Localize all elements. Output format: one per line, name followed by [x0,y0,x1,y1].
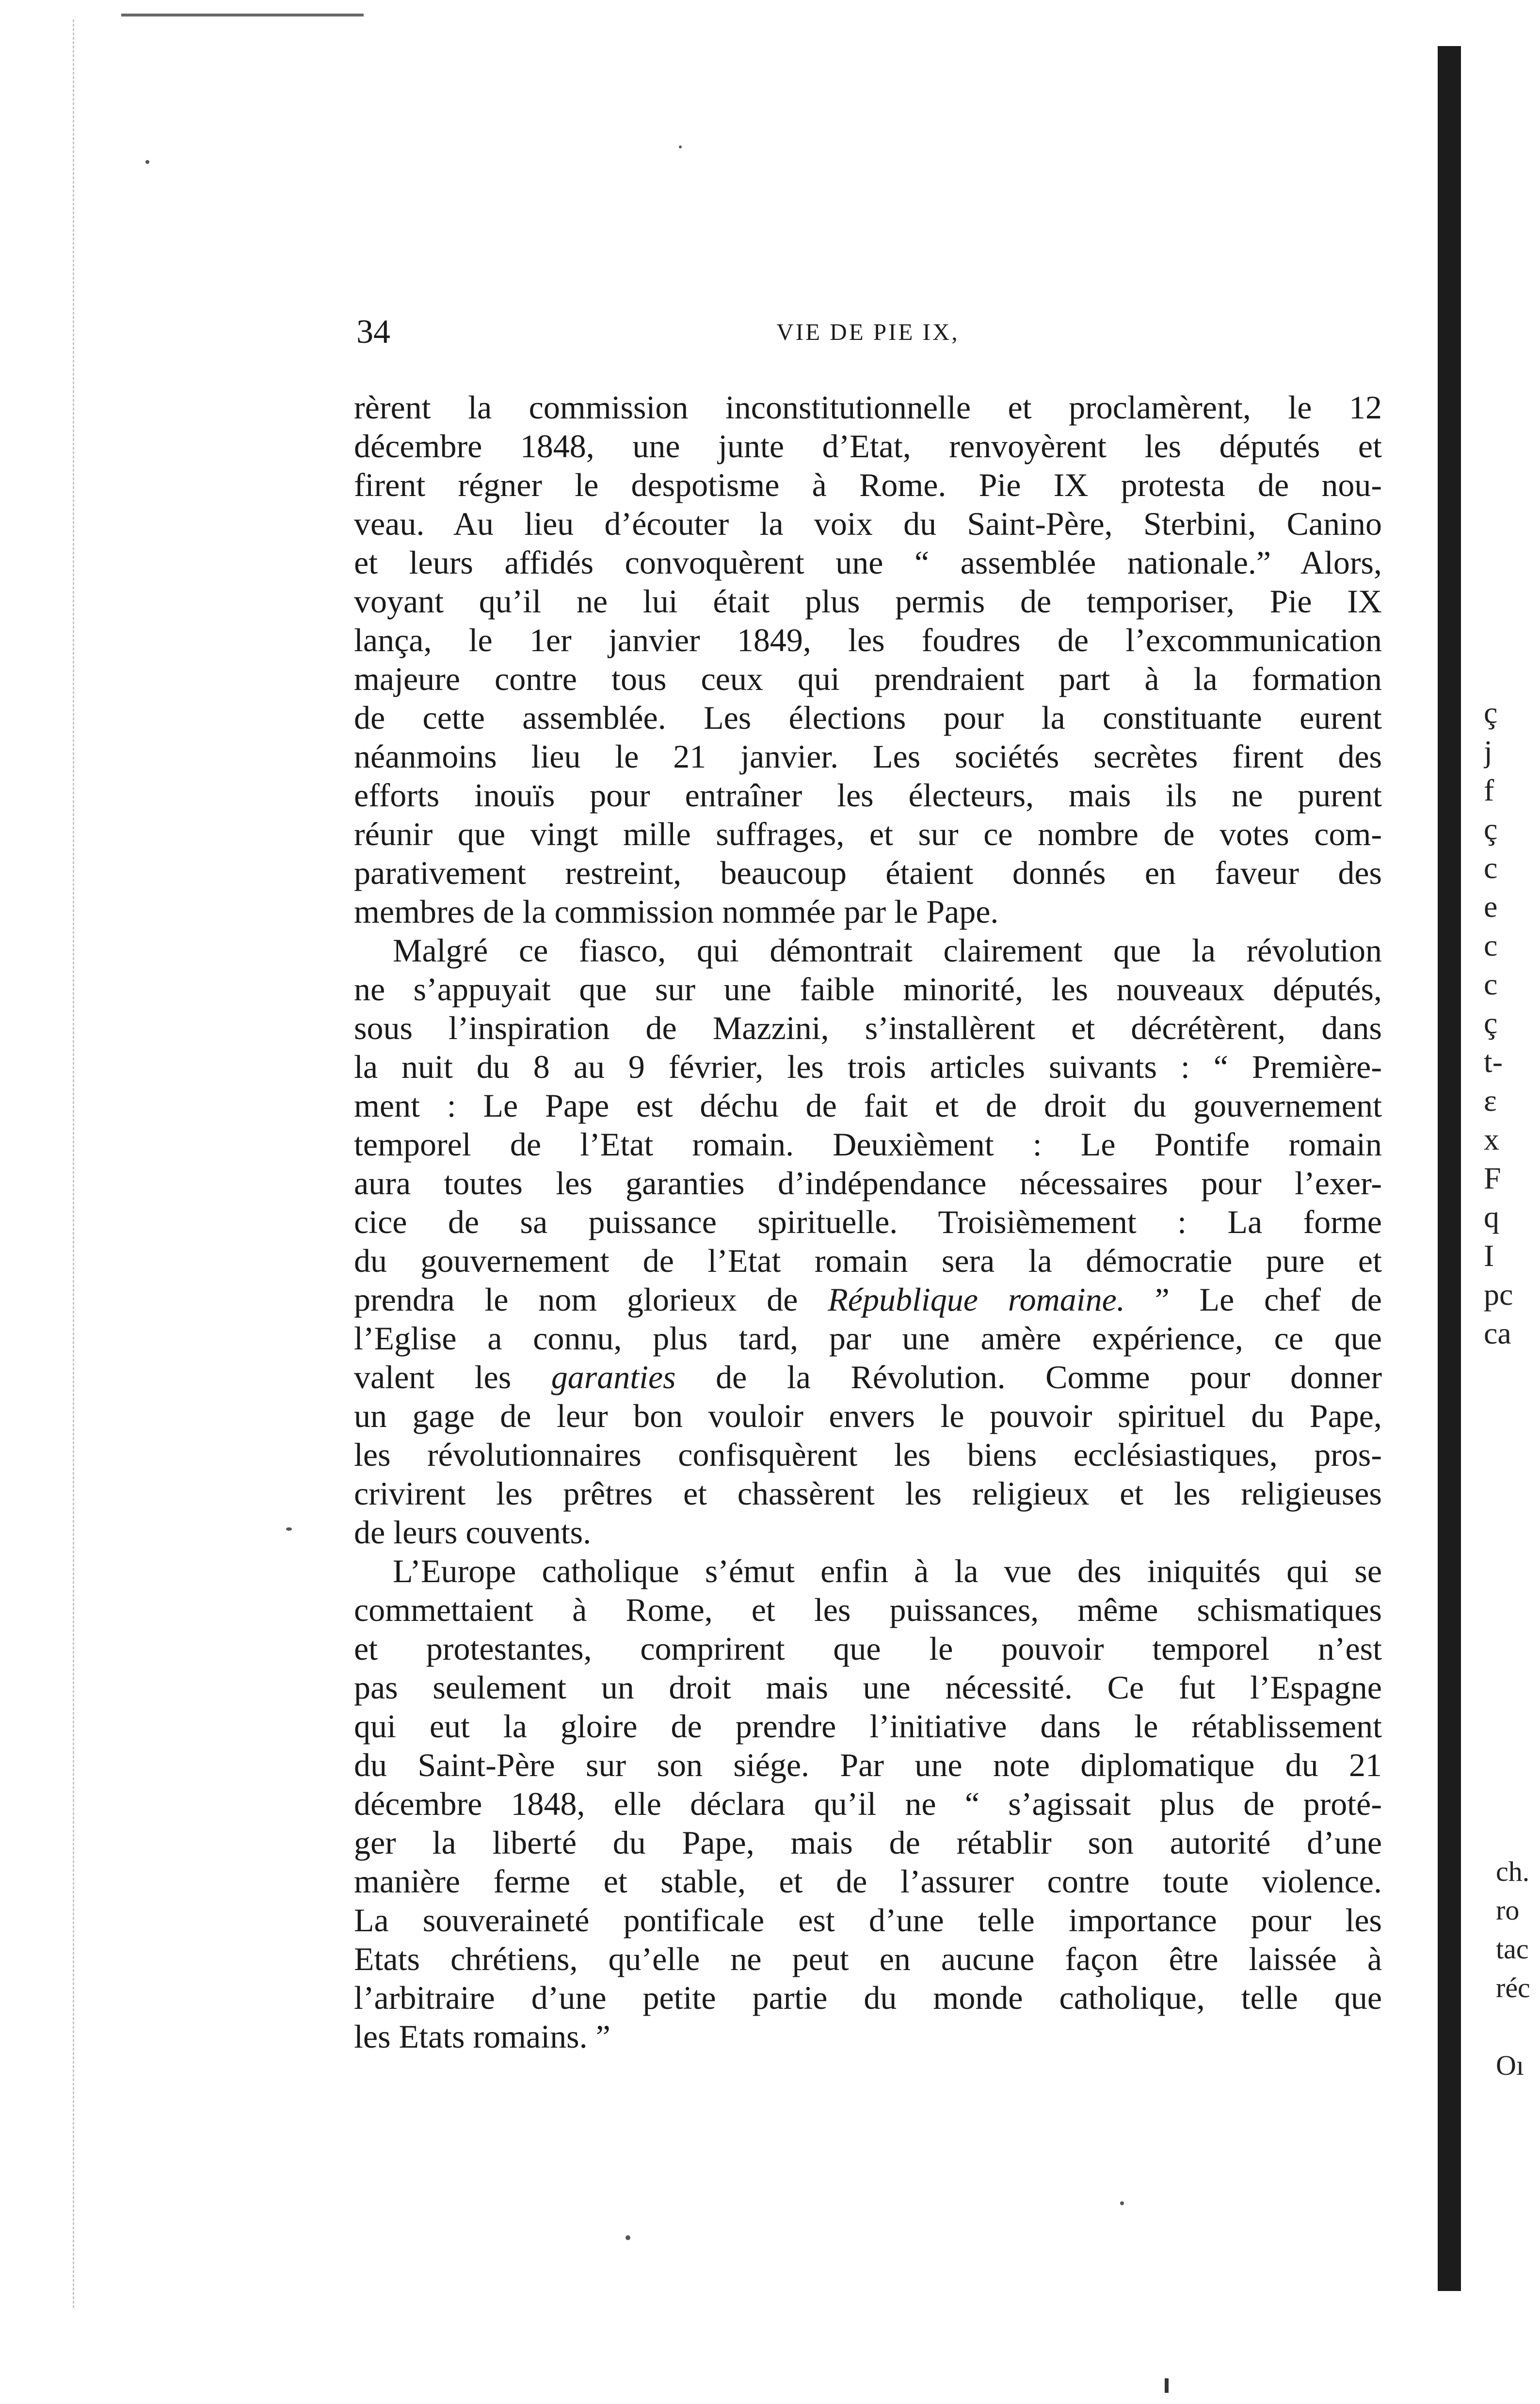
facing-page-fragment-lower [1496,1852,1540,2085]
text-line: membres de la commission nommée par le Pape. [354,893,999,930]
text-line: un gage de leur bon vouloir envers le pouvoir spirituel du Pape, [354,1397,1382,1434]
text-line: néanmoins lieu le 21 janvier. Les sociétés secrètes firent des [354,738,1382,775]
scan-top-rule [121,14,364,16]
scan-speck [286,1527,292,1531]
text-line: et protestantes, comprirent que le pouvoir temporel n’est [354,1630,1382,1667]
facing-page-glyph: ç [1484,695,1498,730]
text-line: du gouvernement de l’Etat romain sera la démocratie pure et [354,1242,1382,1279]
text-line: de leurs couvents. [354,1514,592,1551]
text-line: lança, le 1er janvier 1849, les foudres de l’excommunication [354,622,1382,658]
facing-page-glyph: Oı [1496,2050,1524,2081]
text-line: firent régner le despotisme à Rome. Pie IX protesta de nou- [354,466,1382,503]
text-line: parativement restreint, beaucoup étaient donnés en faveur des [354,854,1382,891]
running-title: VIE DE PIE IX, [776,319,960,345]
scan-speck [679,145,682,148]
text-line: rèrent la commission inconstitutionnelle et proclamèrent, le 12 [354,389,1382,426]
facing-page-glyph: ç [1484,812,1498,846]
scan-speck [626,2235,630,2240]
facing-page-glyph: réc [1496,1972,1530,2003]
facing-page-glyph: c [1484,928,1498,962]
facing-page-glyph: e [1484,889,1498,924]
facing-page-glyph [1496,2007,1540,2046]
text-line: qui eut la gloire de prendre l’initiative dans le rétablissement [354,1708,1382,1745]
facing-page-glyph: tac [1496,1933,1529,1965]
text-line: ne s’appuyait que sur une faible minorité, les nouveaux députés, [354,971,1382,1008]
running-head [356,310,1380,354]
text-line: prendra le nom glorieux de République romaine. ” Le chef de [354,1281,1382,1318]
facing-page-glyph: c [1484,850,1498,885]
facing-page-glyph: ch. [1496,1856,1530,1887]
text-line: les révolutionnaires confisquèrent les biens ecclésiastiques, pros- [354,1436,1382,1473]
text-line: veau. Au lieu d’écouter la voix du Saint-Père, Sterbini, Canino [354,505,1382,542]
text-line: majeure contre tous ceux qui prendraient part à la formation [354,660,1382,697]
text-line: ger la liberté du Pape, mais de rétablir son autorité d’une [354,1824,1382,1861]
facing-page-fragment [1484,693,1540,1353]
body-text [354,388,1382,2056]
facing-page-glyph: f [1484,773,1494,807]
facing-page-glyph: ca [1484,1316,1511,1350]
page-number: 34 [356,313,390,351]
text-line: crivirent les prêtres et chassèrent les religieux et les religieuses [354,1475,1382,1512]
text-line: ment : Le Pape est déchu de fait et de droit du gouvernement [354,1087,1382,1124]
text-line: La souveraineté pontificale est d’une telle importance pour les [354,1902,1382,1939]
facing-page-glyph: pc [1484,1277,1513,1312]
facing-page-glyph: c [1484,967,1498,1001]
facing-page-glyph: ç [1484,1006,1498,1040]
text-line: Etats chrétiens, qu’elle ne peut en aucune façon être laissée à [354,1940,1382,1977]
text-line: décembre 1848, elle déclara qu’il ne “ s’agissait plus de proté- [354,1785,1382,1822]
text-line: les Etats romains. ” [354,2018,610,2055]
text-line: valent les garanties de la Révolution. Comme pour donner [354,1359,1382,1395]
text-line: et leurs affidés convoquèrent une “ assemblée nationale.” Alors, [354,544,1382,581]
text-line: la nuit du 8 au 9 février, les trois articles suivants : “ Première- [354,1048,1382,1085]
text-line: l’arbitraire d’une petite partie du monde catholique, telle que [354,1979,1382,2016]
scan-speck [1120,2201,1124,2205]
text-line: réunir que vingt mille suffrages, et sur ce nombre de votes com- [354,816,1382,852]
facing-page-glyph: ɛ [1484,1083,1497,1118]
scan-gutter-shadow [1438,46,1461,2291]
facing-page-glyph: x [1484,1122,1499,1156]
text-line: du Saint-Père sur son siége. Par une note diplomatique du 21 [354,1747,1382,1783]
scan-speck [145,160,149,164]
text-line: l’Eglise a connu, plus tard, par une amère expérience, ce que [354,1320,1382,1357]
text-line: pas seulement un droit mais une nécessité. Ce fut l’Espagne [354,1669,1382,1706]
facing-page-glyph: F [1484,1161,1501,1195]
text-line: temporel de l’Etat romain. Deuxièment : Le Pontife romain [354,1126,1382,1163]
text-line: cice de sa puissance spirituelle. Troisièmement : La forme [354,1203,1382,1240]
text-line: de cette assemblée. Les élections pour la constituante eurent [354,699,1382,736]
text-line: L’Europe catholique s’émut enfin à la vue des iniquités qui se [393,1553,1382,1589]
text-line: sous l’inspiration de Mazzini, s’installèrent et décrétèrent, dans [354,1010,1382,1046]
facing-page-glyph: t- [1484,1044,1503,1079]
facing-page-glyph: j [1484,734,1492,769]
text-line: efforts inouïs pour entraîner les électeurs, mais ils ne purent [354,777,1382,814]
text-line: aura toutes les garanties d’indépendance nécessaires pour l’exer- [354,1165,1382,1202]
text-line: voyant qu’il ne lui était plus permis de temporiser, Pie IX [354,583,1382,620]
text-line: Malgré ce fiasco, qui démontrait clairement que la révolution [393,932,1382,969]
facing-page-glyph: I [1484,1238,1494,1273]
scan-left-edge [73,19,76,2308]
text-line: commettaient à Rome, et les puissances, même schismatiques [354,1591,1382,1628]
facing-page-glyph: q [1484,1200,1499,1234]
text-line: décembre 1848, une junte d’Etat, renvoyèrent les députés et [354,428,1382,465]
scan-bottom-mark [1165,2378,1169,2393]
text-line: manière ferme et stable, et de l’assurer contre toute violence. [354,1863,1382,1900]
facing-page-glyph: ro [1496,1894,1520,1926]
